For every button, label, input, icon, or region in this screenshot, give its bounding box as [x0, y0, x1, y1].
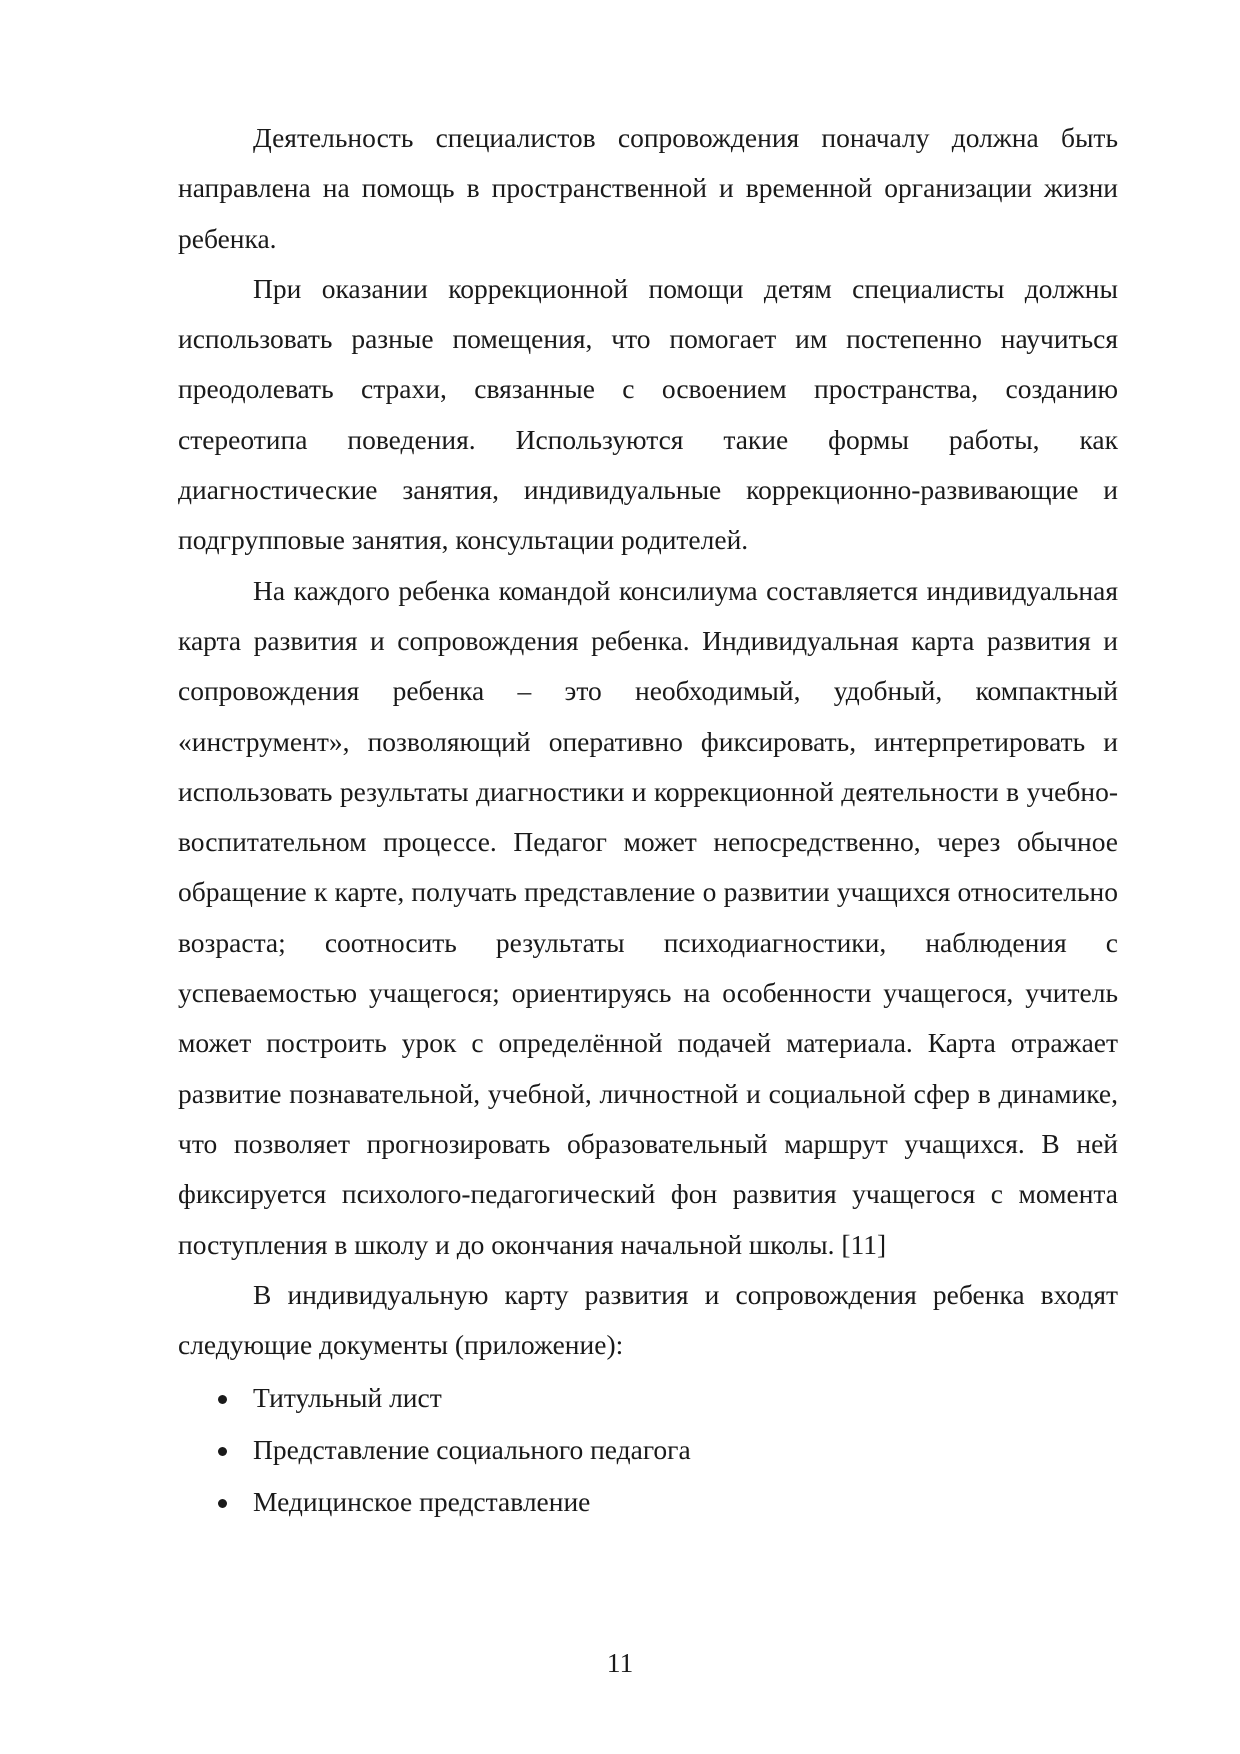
list-item	[178, 1372, 1118, 1424]
documents-list	[178, 1372, 1118, 1528]
paragraph-support-activity: Деятельность специалистов сопровождения поначалу должна быть направлена на помощь в пространственной и временной организации жизни ребенка.	[178, 122, 1118, 254]
page-body	[178, 113, 1118, 1528]
bullet-icon	[218, 1447, 227, 1456]
page-number: 11	[606, 1647, 634, 1678]
list-item-text: Представление социального педагога	[253, 1434, 691, 1466]
bullet-icon	[218, 1395, 227, 1404]
list-item	[178, 1476, 1118, 1528]
paragraph-correctional-help: При оказании коррекционной помощи детям специалисты должны использовать разные помещения, что помогает им постепенно научиться преодолевать страхи, связанные с освоением пространства, созданию стереотипа поведения. Используются такие формы работы, как диагностические занятия, индивидуальные коррекционно-развивающие и подгрупповые занятия, консультации родителей.	[178, 272, 1118, 556]
list-item-text: Медицинское представление	[253, 1486, 591, 1518]
bullet-icon	[218, 1499, 227, 1508]
paragraph-development-card: На каждого ребенка командой консилиума составляется индивидуальная карта развития и сопровождения ребенка. Индивидуальная карта развития и сопровождения ребенка – это необходимый, удобный, компактный «инструмент», позволяющий оперативно фиксировать, интерпретировать и использовать результаты диагностики и коррекционной деятельности в учебно-воспитательном процессе. Педагог может непосредственно, через обычное обращение к карте, получать представление о развитии учащихся относительно возраста; соотносить результаты психодиагностики, наблюдения с успеваемостью учащегося; ориентируясь на особенности учащегося, учитель может построить урок с определённой подачей материала. Карта отражает развитие познавательной, учебной, личностной и социальной сфер в динамике, что позволяет прогнозировать образовательный маршрут учащихся. В ней фиксируется психолого-педагогический фон развития учащегося с момента поступления в школу и до окончания начальной школы. [11]	[178, 574, 1118, 1260]
list-item-text: Титульный лист	[253, 1382, 442, 1414]
paragraph-card-documents: В индивидуальную карту развития и сопровождения ребенка входят следующие документы (приложение):	[178, 1278, 1118, 1361]
list-item	[178, 1424, 1118, 1476]
